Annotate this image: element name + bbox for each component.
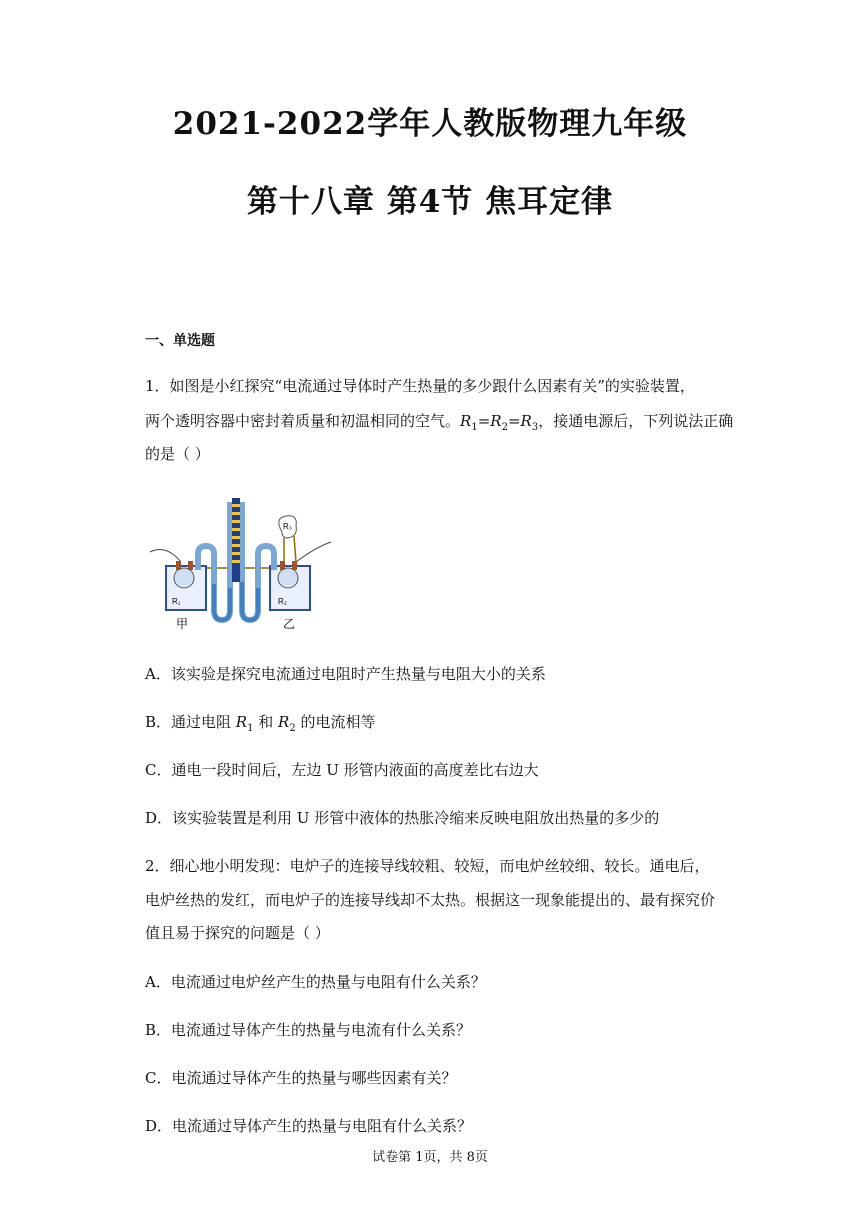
q2-line-1: 2．细心地小明发现：电炉子的连接导线较粗、较短，而电炉丝较细、较长。通电后， [145, 857, 710, 875]
label-yi: 乙 [283, 617, 296, 631]
q2-line-3: 值且易于探究的问题是（ ） [145, 924, 330, 942]
q1-option-c: C．通电一段时间后，左边 U 形管内液面的高度差比右边大 [145, 761, 539, 779]
r3-wires [284, 536, 296, 562]
experiment-figure [146, 492, 336, 632]
q2-option-c: C．电流通过导体产生的热量与哪些因素有关？ [145, 1069, 457, 1087]
q1-option-b-pre: B．通过电阻 [145, 713, 236, 731]
label-r1: R₁ [172, 597, 181, 606]
q1-option-b-post: 的电流相等 [295, 713, 376, 731]
right-plug-1 [280, 561, 285, 570]
q2-option-b: B．电流通过导体产生的热量与电流有什么关系？ [145, 1021, 472, 1039]
q1-option-b-mid: 和 [253, 713, 279, 731]
page-footer: 试卷第 1页，共 8页 [372, 1150, 488, 1165]
q2-option-a: A．电流通过电炉丝产生的热量与电阻有什么关系？ [145, 973, 486, 991]
q1-option-a: A．该实验是探究电流通过电阻时产生热量与电阻大小的关系 [145, 665, 546, 683]
right-bulb [278, 568, 298, 588]
q1-line-3: 的是（ ） [145, 445, 210, 463]
label-r3: R₃ [283, 522, 293, 531]
q1-line-1: 1．如图是小红探究“电流通过导体时产生热量的多少跟什么因素有关”的实验装置， [145, 377, 695, 395]
title-line-1: 2021-2022学年人教版物理九年级 [172, 106, 688, 142]
right-plug-2 [292, 561, 297, 570]
q1-option-d: D．该实验装置是利用 U 形管中液体的热胀冷缩来反映电阻放出热量的多少的 [145, 809, 660, 827]
left-plug-2 [188, 561, 193, 570]
left-wire [150, 550, 181, 562]
q1-line-2-post: ，接通电源后，下列说法正确 [538, 412, 734, 430]
q2-line-2: 电炉丝热的发红，而电炉子的连接导线却不太热。根据这一现象能提出的、最有探究价 [145, 891, 716, 909]
right-wire [296, 542, 331, 562]
label-r2: R₂ [278, 597, 287, 606]
section-heading: 一、单选题 [145, 333, 215, 349]
title-line-2: 第十八章 第4节 焦耳定律 [246, 184, 614, 220]
left-bulb [174, 568, 194, 588]
q2-option-d: D．电流通过导体产生的热量与电阻有什么关系？ [145, 1117, 473, 1135]
q1-line-2: 两个透明容器中密封着质量和初温相同的空气。$R_1=R_2=R_3$，接通电源后，下列说法正确 [145, 412, 734, 433]
label-jia: 甲 [176, 617, 189, 631]
scale-ruler [232, 498, 240, 582]
q1-option-b: B．通过电阻 $R_1$ 和 $R_2$ 的电流相等 [145, 713, 376, 734]
left-plug-1 [176, 561, 181, 570]
q1-line-2-pre: 两个透明容器中密封着质量和初温相同的空气。 [145, 412, 461, 430]
